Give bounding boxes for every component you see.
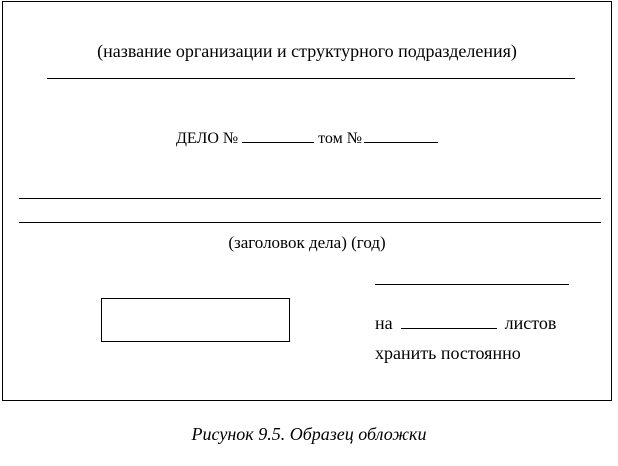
sheets-prefix: на [375, 313, 393, 333]
sheets-suffix: листов [504, 313, 557, 333]
date-rule [375, 284, 569, 285]
title-rule-1 [19, 198, 601, 199]
sheets-count-blank [401, 312, 497, 329]
cover-frame [2, 1, 612, 401]
volume-label: том № [318, 130, 363, 147]
stamp-box [101, 298, 290, 342]
case-label: ДЕЛО № [175, 130, 239, 147]
sheets-line [375, 312, 556, 334]
volume-number-blank [364, 128, 438, 143]
case-number-line [3, 128, 611, 149]
title-rule-2 [19, 222, 601, 223]
case-heading-label: (заголовок дела) (год) [228, 233, 386, 252]
figure-caption: Рисунок 9.5. Образец обложки [191, 424, 427, 444]
organization-rule [47, 78, 575, 79]
case-number-blank [242, 128, 314, 143]
organization-label: (название организации и структурного подразделения) [97, 41, 517, 61]
storage-term: хранить постоянно [375, 343, 521, 363]
